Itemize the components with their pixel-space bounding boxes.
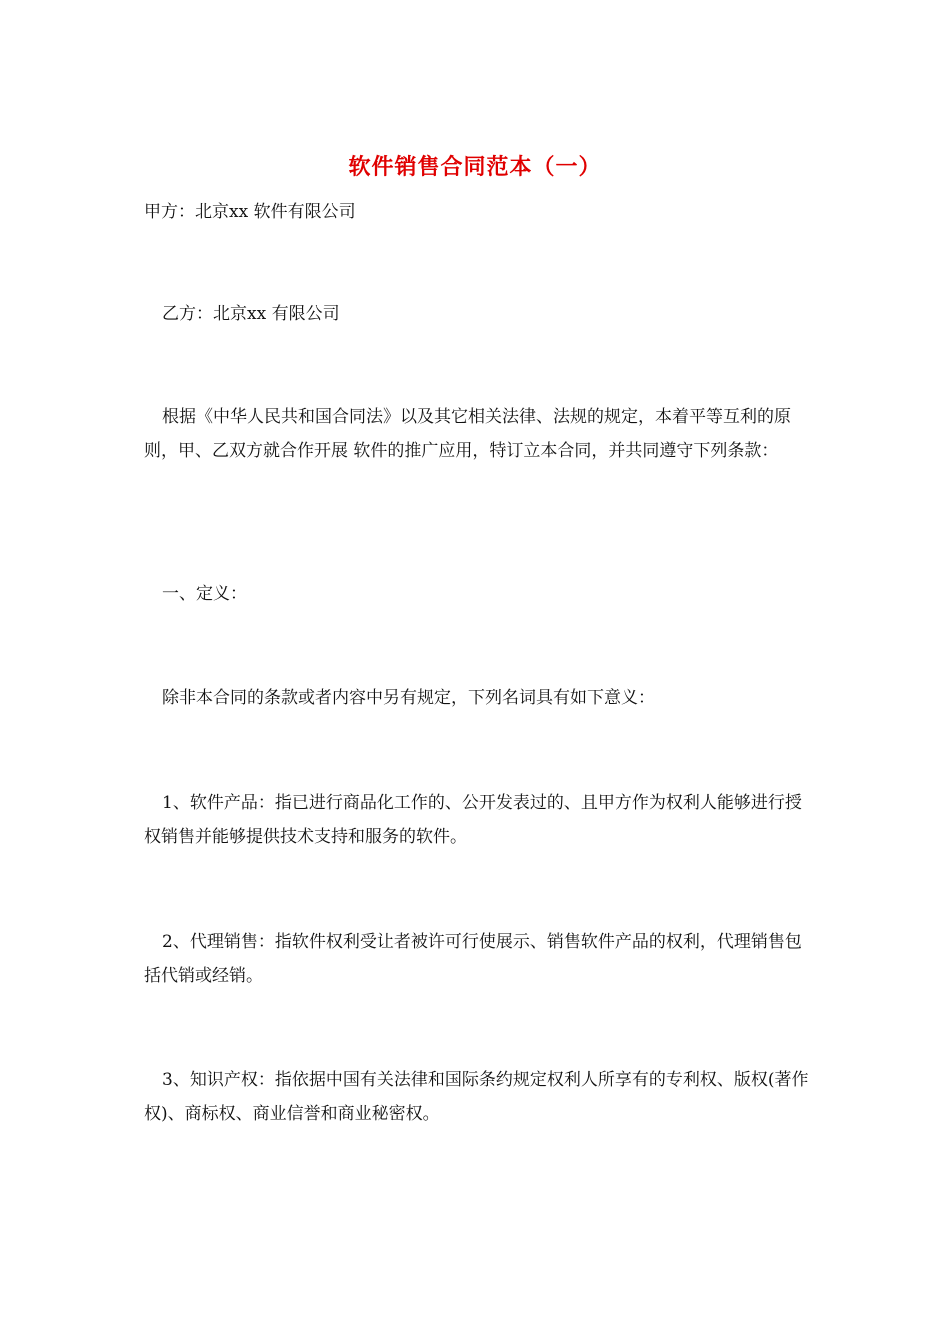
party-b-line: 乙方：北京xx 有限公司 [162,304,340,324]
document-title: 软件销售合同范本（一） [348,154,602,180]
party-a-line: 甲方：北京xx 软件有限公司 [144,202,356,222]
definition-agency-sales: 2、代理销售：指软件权利受让者被许可行使展示、销售软件产品的权利，代理销售包括代销或经销。 [144,932,802,986]
intro-paragraph: 根据《中华人民共和国合同法》以及其它相关法律、法规的规定，本着平等互利的原则，甲、乙双方就合作开展 软件的推广应用，特订立本合同，并共同遵守下列条款： [144,407,791,461]
definitions-lead-paragraph: 除非本合同的条款或者内容中另有规定，下列名词具有如下意义： [162,688,655,708]
section-heading-definitions: 一、定义： [162,584,247,604]
definition-software-product: 1、软件产品：指已进行商品化工作的、公开发表过的、且甲方作为权利人能够进行授权销售并能够提供技术支持和服务的软件。 [144,793,802,847]
definition-intellectual-property: 3、知识产权：指依据中国有关法律和国际条约规定权利人所享有的专利权、版权(著作权)、商标权、商业信誉和商业秘密权。 [144,1070,809,1124]
